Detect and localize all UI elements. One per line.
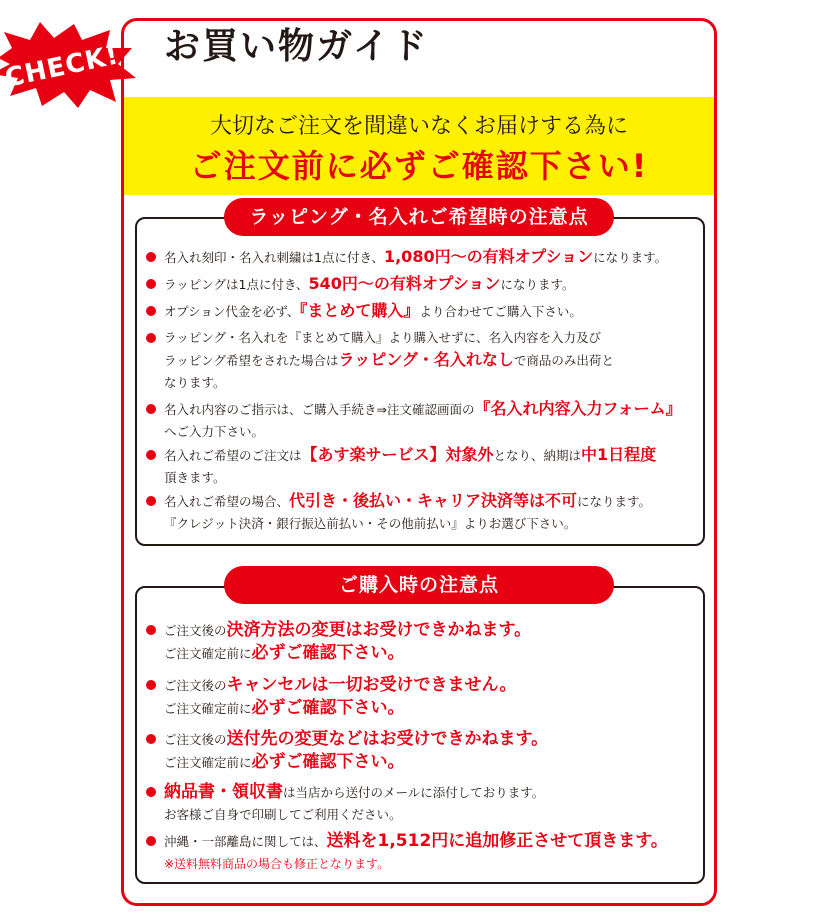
purchase-section-title: ご購入時の注意点 (224, 566, 614, 604)
item-text: になります。 (593, 250, 668, 265)
bullet-icon (146, 252, 156, 262)
list-item (146, 327, 700, 394)
bullet-icon (146, 625, 156, 635)
bullet-icon (146, 734, 156, 744)
item-highlight: 必ずご確認下さい。 (251, 752, 405, 772)
item-highlight: 必ずご確認下さい。 (251, 643, 405, 663)
item-highlight: 決済方法の変更はお受けできかねます。 (226, 620, 532, 640)
check-badge (0, 18, 140, 112)
item-highlight: 【あす楽サービス】対象外 (301, 445, 494, 464)
list-item (146, 781, 700, 826)
item-highlight: 送付先の変更などはお受けできかねます。 (226, 729, 549, 749)
item-highlight: 『まとめて購入』 (299, 301, 420, 320)
list-item (146, 246, 700, 269)
item-text: 名入れ内容のご指示は、ご購入手続き⇒注文確認画面の (164, 402, 475, 417)
bullet-icon (146, 404, 156, 414)
item-text: 名入れ刻印・名入れ刺繍は1点に付き、 (164, 250, 384, 265)
bullet-icon (146, 836, 156, 846)
item-highlight: 送料を1,512円に追加修正させて頂きます。 (326, 831, 668, 851)
list-item (146, 490, 700, 535)
item-text: ご注文確定前に (164, 646, 252, 661)
list-item (146, 830, 700, 875)
item-highlight: 代引き・後払い・キャリア決済等は不可 (289, 491, 578, 510)
item-highlight: 必ずご確認下さい。 (251, 698, 405, 718)
item-text: お客様ご自身で印刷してご利用ください。 (164, 807, 402, 822)
list-item (146, 398, 700, 443)
item-text: ご注文後の (164, 678, 227, 693)
item-text: ラッピング希望をされた場合は (164, 353, 339, 368)
item-text: ご注文後の (164, 623, 227, 638)
item-text: となり、納期は (493, 448, 582, 463)
item-text: 名入れご希望の場合、 (164, 494, 290, 509)
list-item (146, 728, 700, 774)
item-text: より合わせてご購入下さい。 (419, 304, 582, 319)
item-highlight: ラッピング・名入れなし (338, 350, 514, 369)
item-text: ラッピング・名入れを『まとめて購入』より購入せずに、名入内容を入力及び (164, 330, 602, 345)
notice-banner (124, 97, 714, 195)
item-text: オプション代金を必ず、 (164, 304, 300, 319)
item-footnote: ※送料無料商品の場合も修正となります。 (164, 857, 390, 871)
badge-text: CHECK! (2, 40, 122, 94)
item-text: になります。 (500, 277, 575, 292)
item-text: ご注文確定前に (164, 755, 252, 770)
bullet-icon (146, 279, 156, 289)
banner-line2: ご注文前に必ずご確認下さい! (189, 147, 649, 185)
wrapping-section-title: ラッピング・名入れご希望時の注意点 (224, 198, 614, 236)
bullet-icon (146, 333, 156, 343)
list-item (146, 444, 700, 489)
item-highlight: 1,080円〜の有料オプション (383, 247, 594, 266)
item-text: 沖縄・一部離島に関しては、 (164, 834, 327, 849)
bullet-icon (146, 306, 156, 316)
item-text: ご注文確定前に (164, 701, 252, 716)
item-highlight: キャンセルは一切お受けできません。 (226, 675, 517, 695)
item-text: 頂きます。 (164, 470, 226, 485)
item-text: へご入力下さい。 (164, 424, 265, 439)
item-text: 名入れご希望のご注文は (164, 448, 302, 463)
banner-line1: 大切なご注文を間違いなくお届けする為に (209, 114, 628, 139)
item-highlight: 納品書・領収書 (164, 782, 283, 802)
list-item (146, 674, 700, 720)
list-item (146, 619, 700, 665)
item-highlight: 『名入れ内容入力フォーム』 (474, 399, 682, 418)
item-highlight: 中1日程度 (581, 445, 657, 464)
item-text: ご注文後の (164, 732, 227, 747)
item-text: で商品のみ出荷と (513, 353, 614, 368)
item-text: 『クレジット決済・銀行振込前払い・その他前払い』よりお選び下さい。 (164, 516, 577, 531)
list-item (146, 273, 700, 296)
page-title: お買い物ガイド (164, 26, 429, 67)
item-highlight: 540円〜の有料オプション (308, 274, 501, 293)
list-item (146, 300, 700, 323)
item-text: ラッピングは1点に付き、 (164, 277, 309, 292)
item-text: なります。 (164, 375, 226, 390)
bullet-icon (146, 450, 156, 460)
item-text: になります。 (577, 494, 652, 509)
bullet-icon (146, 680, 156, 690)
item-text: は当店から送付のメールに添付しております。 (283, 785, 545, 800)
bullet-icon (146, 787, 156, 797)
bullet-icon (146, 496, 156, 506)
